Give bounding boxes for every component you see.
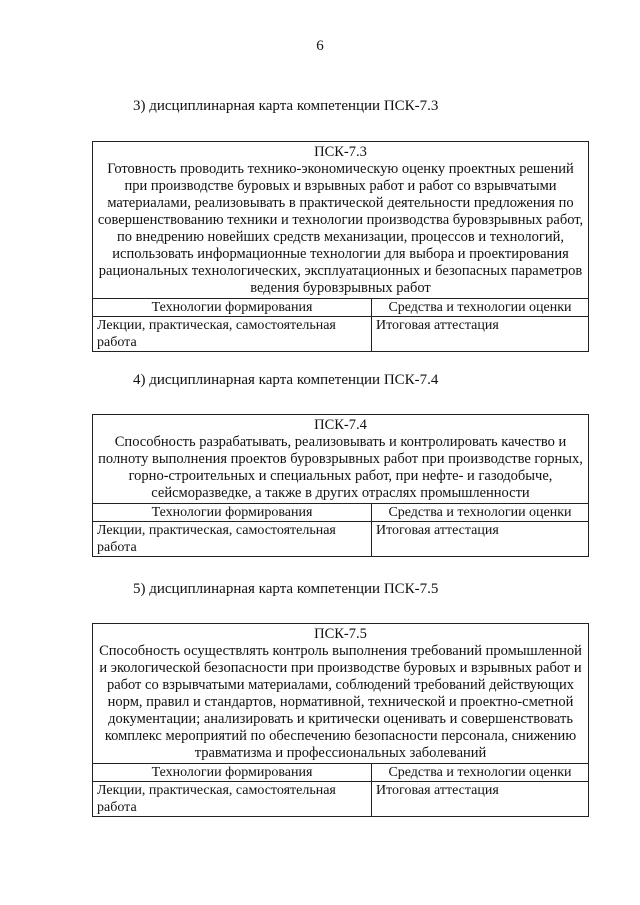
competency-table	[93, 764, 588, 816]
header-formation-technologies: Технологии формирования	[93, 299, 372, 317]
cell-assessment-tools: Итоговая аттестация	[376, 783, 499, 798]
cell-formation-technologies: Лекции, практическая, самостоятельная работа	[93, 317, 372, 352]
cell-assessment-tools: Итоговая аттестация	[376, 523, 499, 538]
header-formation-technologies: Технологии формирования	[93, 504, 372, 522]
cell-assessment-tools: Итоговая аттестация	[376, 318, 499, 333]
header-assessment-tools: Средства и технологии оценки	[372, 504, 589, 522]
competency-text: Готовность проводить технико-экономическую оценку проектных решений при производстве буровых и взрывных работ и работ со взрывчатыми материалами, реализовывать в практической деятельности предложения по совершенствованию техники и технологии производства буровзрывных работ, по внедрению новейших средств механизации, процессов и технологий, использовать информационные технологии для выбора и проектирования рациональных технологических, эксплуатационных и безопасных параметров ведения буровзрывных работ	[97, 161, 584, 296]
competency-description	[93, 415, 588, 504]
cell-formation-technologies: Лекции, практическая, самостоятельная работа	[93, 522, 372, 557]
header-assessment-tools: Средства и технологии оценки	[372, 764, 589, 782]
cell-formation-technologies: Лекции, практическая, самостоятельная работа	[93, 782, 372, 817]
section-heading-psk-7-3: 3) дисциплинарная карта компетенции ПСК-7.3	[133, 98, 439, 114]
competency-card-psk-7-4	[92, 414, 589, 557]
header-assessment-tools: Средства и технологии оценки	[372, 299, 589, 317]
competency-card-psk-7-3	[92, 141, 589, 352]
competency-text: Способность осуществлять контроль выполнения требований промышленной и экологической безопасности при производстве буровых и взрывных работ и работ со взрывчатыми материалами, соблюдений требований действующих норм, правил и стандартов, нормативной, технической и проектно-сметной документации; анализировать и критически оценивать и совершенствовать комплекс мероприятий по обеспечению безопасности персонала, снижению травматизма и профессиональных заболеваний	[99, 643, 582, 761]
competency-card-psk-7-5	[92, 623, 589, 817]
competency-description	[93, 142, 588, 299]
page-number: 6	[316, 38, 324, 54]
competency-text: Способность разрабатывать, реализовывать и контролировать качество и полноту выполнения проектов буровзрывных работ при производстве горных, горно-строительных и специальных работ, при нефте- и газодобыче, сейсморазведке, а также в других отраслях промышленности	[98, 434, 583, 501]
competency-table	[93, 504, 588, 556]
competency-code: ПСК-7.4	[314, 417, 367, 433]
competency-code: ПСК-7.3	[314, 144, 367, 160]
competency-table	[93, 299, 588, 351]
competency-description	[93, 624, 588, 764]
section-heading-psk-7-5: 5) дисциплинарная карта компетенции ПСК-7.5	[133, 581, 439, 597]
header-formation-technologies: Технологии формирования	[93, 764, 372, 782]
section-heading-psk-7-4: 4) дисциплинарная карта компетенции ПСК-7.4	[133, 372, 439, 388]
competency-code: ПСК-7.5	[314, 626, 367, 642]
